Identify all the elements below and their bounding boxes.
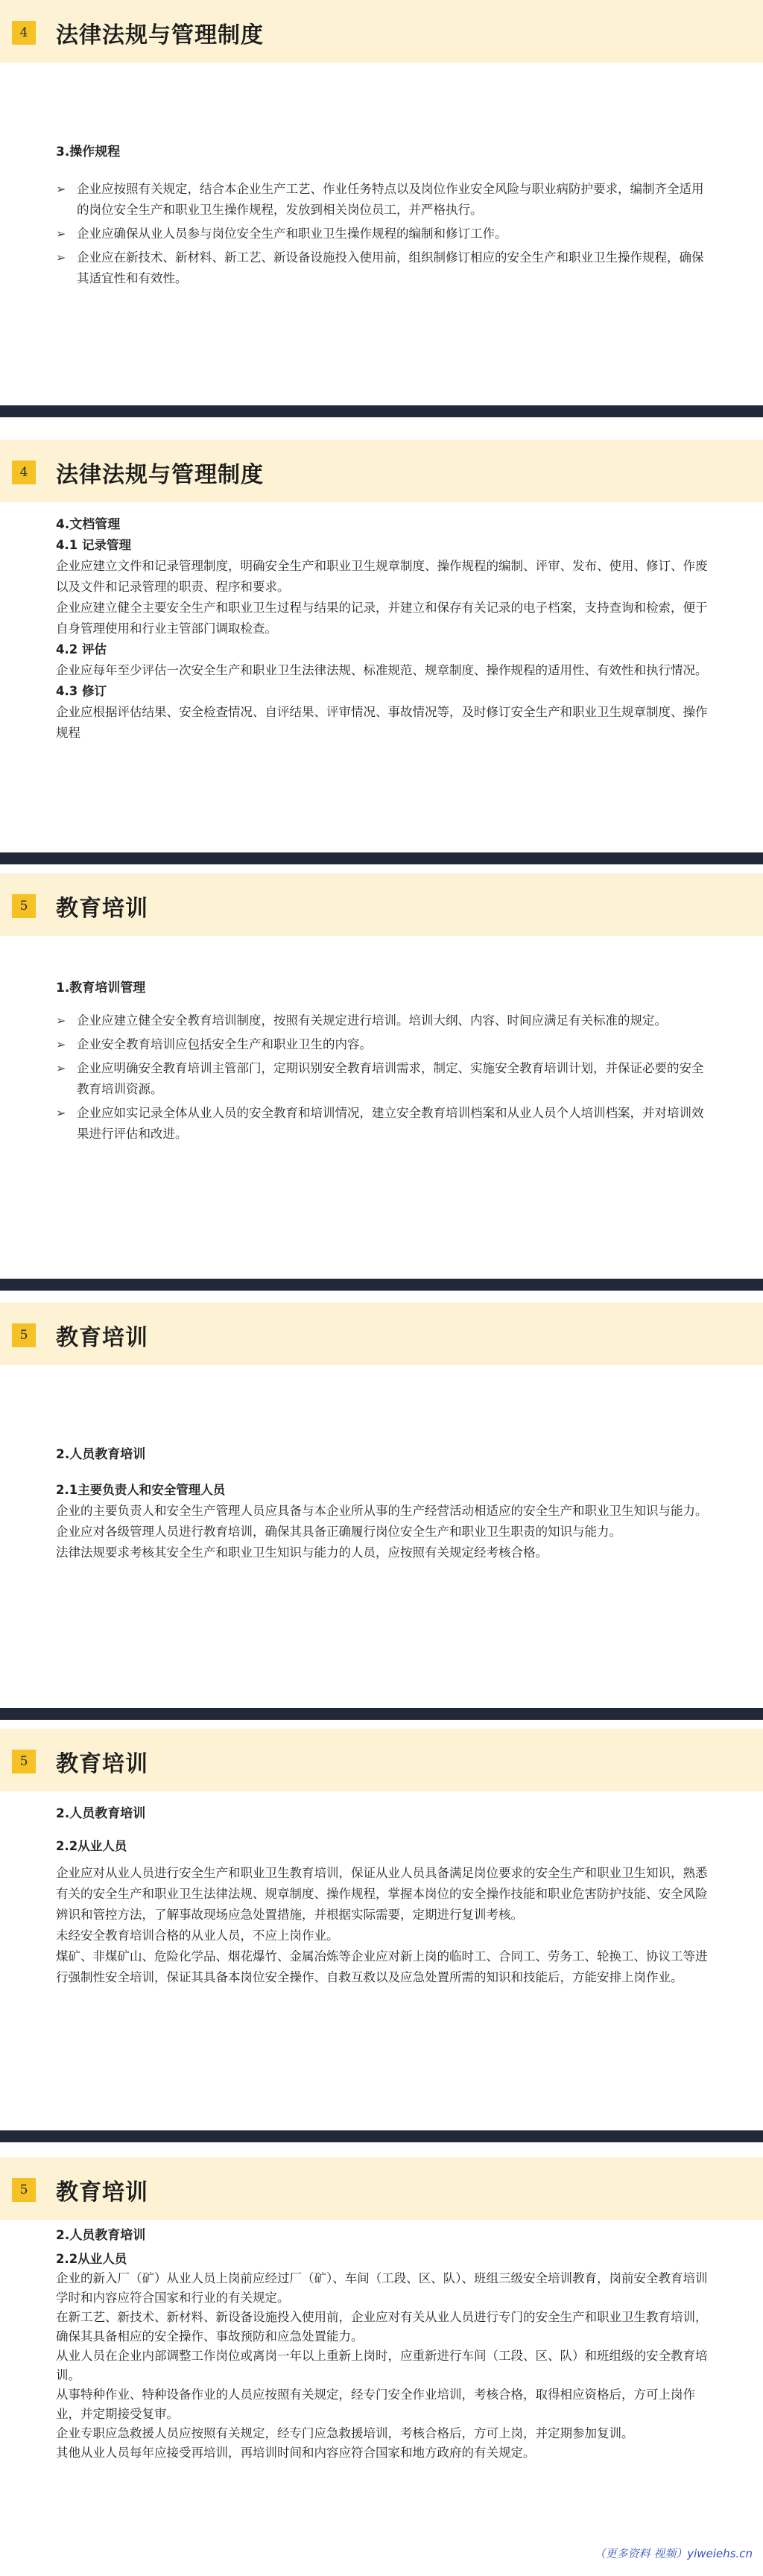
slide-content	[56, 514, 712, 744]
slide-1	[0, 0, 763, 417]
slide-content	[56, 1444, 712, 1563]
watermark-link[interactable]: （更多资料 视频）yiweiehs.cn	[594, 2547, 753, 2560]
slide-footer-bar	[0, 1708, 763, 1720]
slide-header	[0, 1303, 763, 1365]
section-heading: 2.人员教育培训	[56, 2228, 146, 2243]
bullet-list	[56, 179, 712, 289]
slide-content	[56, 978, 712, 1148]
bullet-item: ➢ 企业应建立健全安全教育培训制度，按照有关规定进行培训。培训大纲、内容、时间应满足有关标准的规定。	[56, 1010, 712, 1031]
bullet-item: ➢ 企业应在新技术、新材料、新工艺、新设备设施投入使用前，组织制修订相应的安全生产和职业卫生操作规程，确保其适宜性和有效性。	[56, 247, 712, 289]
bullet-item: ➢ 企业应明确安全教育培训主管部门，定期识别安全教育培训需求，制定、实施安全教育培训计划，并保证必要的安全教育培训资源。	[56, 1058, 712, 1100]
slide-content	[56, 2226, 712, 2463]
paragraph: 企业专职应急救援人员应按照有关规定，经专门应急救援培训，考核合格后，方可上岗，并定期参加复训。	[56, 2426, 634, 2440]
paragraph: 企业的新入厂（矿）从业人员上岗前应经过厂（矿）、车间（工段、区、队）、班组三级安全培训教育，岗前安全教育培训学时和内容应符合国家和行业的有关规定。	[56, 2271, 708, 2305]
slide-6	[0, 2157, 763, 2576]
slide-header	[0, 873, 763, 936]
slide-2	[0, 440, 763, 864]
slide-content	[56, 1803, 712, 1988]
slide-4	[0, 1303, 763, 1720]
bullet-list	[56, 1010, 712, 1145]
slide-5	[0, 1729, 763, 2142]
paragraph: 从业人员在企业内部调整工作岗位或离岗一年以上重新上岗时，应重新进行车间（工段、区、队）和班组级的安全教育培训。	[56, 2349, 708, 2382]
slide-title: 教育培训	[56, 1325, 148, 1351]
slide-header	[0, 2157, 763, 2220]
slide-footer-bar	[0, 1279, 763, 1291]
paragraph: 企业应每年至少评估一次安全生产和职业卫生法律法规、标准规范、规章制度、操作规程的适用性、有效性和执行情况。	[56, 663, 708, 677]
section-heading: 3.操作规程	[56, 145, 121, 159]
paragraph: 企业应对从业人员进行安全生产和职业卫生教育培训，保证从业人员具备满足岗位要求的安全生产和职业卫生知识，熟悉有关的安全生产和职业卫生法律法规、规章制度、操作规程，掌握本岗位的安全操作技能和职业危害防护技能、安全风险辨识和管控方法，了解事故现场应急处置措施，并根据实际需要，定期进行复训考核。	[56, 1866, 708, 1922]
subsection-heading: 4.1 记录管理	[56, 538, 131, 552]
slide-3	[0, 873, 763, 1291]
paragraph: 企业应建立健全主要安全生产和职业卫生过程与结果的记录，并建立和保存有关记录的电子档案，支持查询和检索，便于自身管理使用和行业主管部门调取检查。	[56, 601, 708, 636]
slide-title: 法律法规与管理制度	[56, 22, 264, 48]
section-number-badge: 5	[12, 1323, 36, 1347]
slide-title: 教育培训	[56, 896, 148, 922]
slide-title: 教育培训	[56, 2180, 148, 2206]
slide-title: 教育培训	[56, 1751, 148, 1777]
bullet-item: ➢ 企业应按照有关规定，结合本企业生产工艺、作业任务特点以及岗位作业安全风险与职业病防护要求，编制齐全适用的岗位安全生产和职业卫生操作规程，发放到相关岗位员工，并严格执行。	[56, 179, 712, 221]
section-number-badge: 5	[12, 894, 36, 918]
subsection-heading: 2.2从业人员	[56, 1839, 127, 1853]
paragraph: 企业应根据评估结果、安全检查情况、自评结果、评审情况、事故情况等，及时修订安全生产和职业卫生规章制度、操作规程	[56, 705, 708, 740]
paragraph: 在新工艺、新技术、新材料、新设备设施投入使用前，企业应对有关从业人员进行专门的安全生产和职业卫生教育培训，确保其具备相应的安全操作、事故预防和应急处置能力。	[56, 2310, 708, 2344]
bullet-item: ➢ 企业安全教育培训应包括安全生产和职业卫生的内容。	[56, 1034, 712, 1055]
bullet-item: ➢ 企业应如实记录全体从业人员的安全教育和培训情况，建立安全教育培训档案和从业人员个人培训档案，并对培训效果进行评估和改进。	[56, 1103, 712, 1145]
section-number-badge: 4	[12, 461, 36, 484]
paragraph: 法律法规要求考核其安全生产和职业卫生知识与能力的人员，应按照有关规定经考核合格。	[56, 1545, 548, 1560]
slide-title: 法律法规与管理制度	[56, 462, 264, 488]
section-number-badge: 4	[12, 21, 36, 45]
paragraph: 企业应对各级管理人员进行教育培训，确保其具备正确履行岗位安全生产和职业卫生职责的知识与能力。	[56, 1525, 621, 1539]
subsection-heading: 4.3 修订	[56, 684, 107, 698]
paragraph: 从事特种作业、特种设备作业的人员应按照有关规定，经专门安全作业培训，考核合格，取得相应资格后，方可上岗作业，并定期接受复审。	[56, 2387, 695, 2421]
subsection-heading: 2.2从业人员	[56, 2252, 127, 2266]
subsection-heading: 4.2 评估	[56, 642, 107, 656]
slide-header	[0, 1729, 763, 1791]
section-heading: 2.人员教育培训	[56, 1806, 146, 1821]
bullet-item: ➢ 企业应确保从业人员参与岗位安全生产和职业卫生操作规程的编制和修订工作。	[56, 224, 712, 244]
subsection-heading: 2.1主要负责人和安全管理人员	[56, 1483, 226, 1497]
slide-header	[0, 440, 763, 502]
paragraph: 企业应建立文件和记录管理制度，明确安全生产和职业卫生规章制度、操作规程的编制、评审、发布、使用、修订、作废以及文件和记录管理的职责、程序和要求。	[56, 559, 708, 594]
paragraph: 煤矿、非煤矿山、危险化学品、烟花爆竹、金属冶炼等企业应对新上岗的临时工、合同工、劳务工、轮换工、协议工等进行强制性安全培训，保证其具备本岗位安全操作、自救互救以及应急处置所需的知识和技能后，方能安排上岗作业。	[56, 1949, 708, 1984]
section-number-badge: 5	[12, 2178, 36, 2202]
paragraph: 企业的主要负责人和安全生产管理人员应具备与本企业所从事的生产经营活动相适应的安全生产和职业卫生知识与能力。	[56, 1504, 708, 1518]
section-heading: 1.教育培训管理	[56, 981, 146, 996]
slide-content	[56, 142, 712, 292]
section-heading: 4.文档管理	[56, 517, 121, 532]
slide-header	[0, 0, 763, 63]
section-number-badge: 5	[12, 1750, 36, 1773]
slide-footer-bar	[0, 852, 763, 864]
paragraph: 其他从业人员每年应接受再培训，再培训时间和内容应符合国家和地方政府的有关规定。	[56, 2446, 536, 2460]
section-heading: 2.人员教育培训	[56, 1447, 146, 1462]
slide-footer-bar	[0, 405, 763, 417]
slide-footer-bar	[0, 2130, 763, 2142]
paragraph: 未经安全教育培训合格的从业人员，不应上岗作业。	[56, 1928, 339, 1943]
